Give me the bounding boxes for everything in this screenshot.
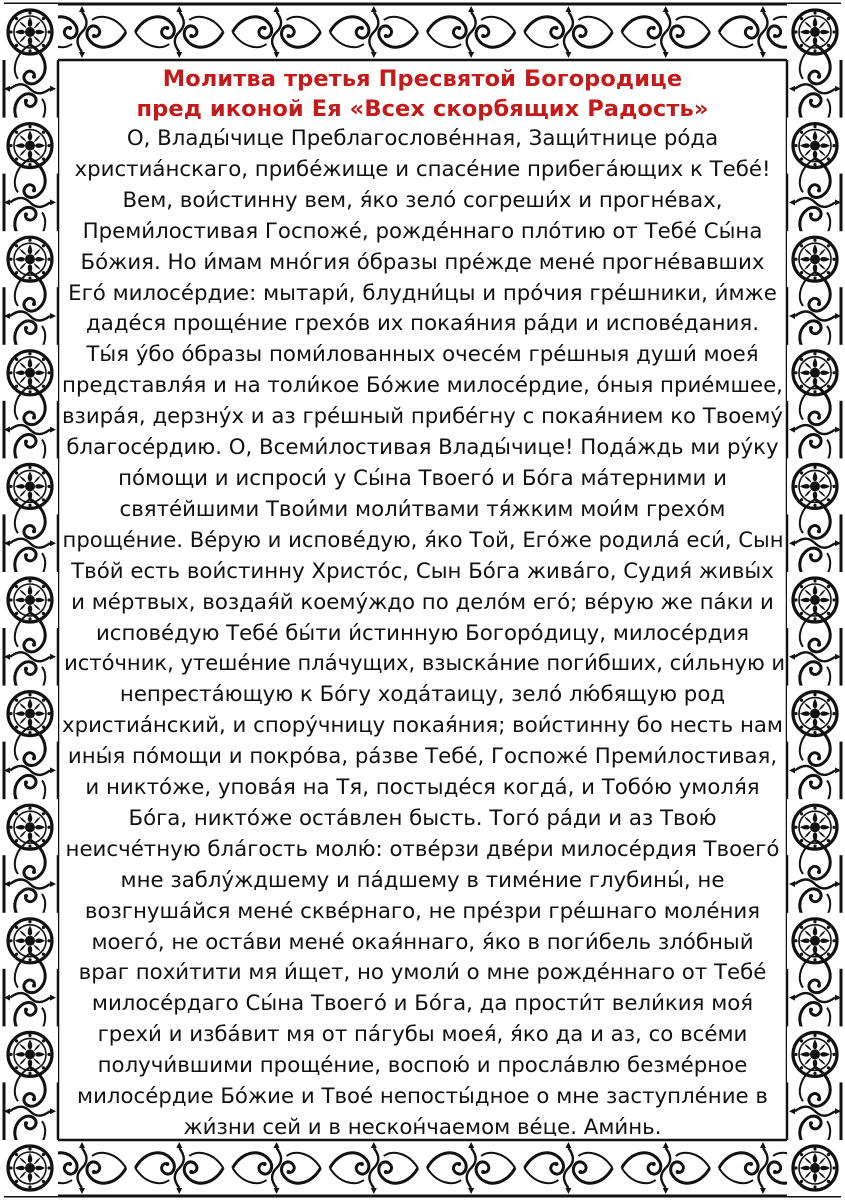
frame-rosette-ornament (787, 799, 843, 855)
frame-scroll-ornament (135, 6, 223, 58)
frame-rosette-ornament (2, 345, 58, 401)
prayer-line: О, Влады́чице Преблагослове́нная, Защи́тнице ро́да (126, 126, 719, 151)
prayer-line: святе́йшими Твои́ми моли́твами тя́жким мои́м грехо́м (119, 496, 726, 522)
title-line-2: пред иконой Ея «Всех скорбящих Радость» (136, 96, 709, 122)
prayer-line: возгнуша́йся мене́ скве́рнаго, не пре́зри гре́шнаго моле́ния (84, 898, 761, 924)
frame-rosette-ornament (2, 686, 58, 742)
prayer-line: представля́я и на толи́кое Бо́жие милосе́рдие, о́ныя прие́мшее, (62, 373, 783, 399)
frame-rosette-ornament (787, 1140, 843, 1196)
prayer-line: милосе́рдаго Сы́на Твоего́ и Бо́га, да прости́т вели́кия моя́ (91, 991, 754, 1017)
prayer-line: ины́я по́мощи и покро́ва, ра́зве Тебе́, Госпоже́ Преми́лостивая, (67, 744, 778, 770)
prayer-line: и никто́же, упова́я на Тя, постыде́ся когда́, и Тобо́ю умоля́я (85, 775, 760, 801)
prayer-line: даде́ся проще́ние грехо́в их покая́ния ра́ди и испове́дания. (86, 311, 759, 337)
prayer-line: жи́зни сей и в нескон́чаемом ве́це. Ами́нь. (183, 1115, 662, 1136)
prayer-line: мне заблу́ждшему и па́дшему в тиме́ние глубины́, не (120, 867, 725, 893)
prayer-line: Бо́га, никто́же оста́влен бысть. Того́ ра́ди и аз Твою́ (128, 805, 717, 831)
prayer-line: благосе́рдию. О, Всеми́лостивая Влады́чице! Пода́ждь ми ру́ку (66, 435, 779, 461)
prayer-line: непреста́ющую к Бо́гу хода́таицу, зело́ лю́бящую род (119, 682, 726, 708)
frame-rosette-ornament (787, 345, 843, 401)
frame-scroll-ornament (135, 1142, 223, 1194)
prayer-line: грехи́ и изба́вит мя от па́губы моея́, я́ко да и аз, со все́ми (97, 1022, 748, 1048)
frame-scroll-ornament (524, 1142, 612, 1194)
prayer-line: Преми́лостивая Госпоже́, рожде́ннаго пло́тию от Тебе́ Сы́на (82, 218, 763, 244)
prayer-panel (60, 64, 785, 1136)
frame-scroll-ornament (330, 1142, 418, 1194)
prayer-line: получи́вшими проще́ние, воспою́ и просла́влю безме́рное (97, 1053, 748, 1079)
prayer-text (60, 124, 785, 1136)
frame-scroll-ornament (427, 6, 515, 58)
frame-scroll-ornament (427, 1142, 515, 1194)
prayer-line: христиа́нскаго, прибе́жище и спасе́ние прибега́ющих к Тебе́! (74, 156, 771, 182)
frame-scroll-ornament (233, 1142, 321, 1194)
prayer-line: Его́ милосе́рдие: мытари́, блудни́цы и про́чия гре́шники, и́мже (68, 280, 777, 306)
prayer-title (60, 64, 785, 124)
frame-rosette-ornament (787, 913, 843, 969)
prayer-line: взира́я, дерзну́х и аз гре́шный прибе́гну с покая́нием ко Твоему́ (61, 404, 783, 430)
prayer-line: испове́дую Тебе́ бы́ти и́стинную Богоро́дицу, милосе́рдия (95, 620, 750, 646)
frame-rosette-ornament (787, 572, 843, 628)
frame-rosette-ornament (2, 913, 58, 969)
frame-rosette-ornament (2, 1026, 58, 1082)
frame-rosette-ornament (2, 799, 58, 855)
frame-rosette-ornament (787, 1026, 843, 1082)
prayer-line: неисче́тную бла́гость молю́: отве́рзи две́ри милосе́рдия Твоего́ (65, 836, 780, 862)
prayer-line: моего́, не оста́ви мене́ окая́ннаго, я́ко в поги́бель зло́бный (91, 929, 754, 955)
frame-rosette-ornament (2, 458, 58, 514)
prayer-line: Вем, вои́стинну вем, я́ко зело́ согреши́х и прогне́вах, (122, 187, 723, 213)
frame-rosette-ornament (787, 686, 843, 742)
prayer-line: христиа́нский, и спору́чницу покая́ния; вои́стинну бо несть нам (61, 713, 783, 739)
frame-scroll-ornament (622, 6, 710, 58)
frame-rosette-ornament (787, 118, 843, 174)
prayer-line: исто́чник, утеше́ние пла́чущих, взыска́ние поги́бших, си́льную и (64, 651, 785, 677)
frame-rosette-ornament (2, 1140, 58, 1196)
prayer-line: Бо́жия. Но и́мам мно́гия о́бразы пре́жде мене́ прогне́вавших (80, 249, 765, 275)
frame-scroll-ornament (330, 6, 418, 58)
prayer-line: Ты́я у́бо о́бразы поми́лованных очесе́м гре́шныя души́ моея́ (86, 342, 759, 368)
frame-rosette-ornament (787, 231, 843, 287)
frame-rosette-ornament (2, 4, 58, 60)
prayer-line: и ме́ртвых, воздая́й коему́ждо по дело́м его́; ве́рую же па́ки и (71, 589, 774, 615)
prayer-line: по́мощи и испроси́ у Сы́на Твоего́ и Бо́га ма́терними и (118, 465, 727, 491)
prayer-line: милосе́рдие Бо́жие и Твое́ непосты́дное о мне заступле́ние в (77, 1084, 768, 1110)
frame-scroll-ornament (233, 6, 321, 58)
frame-rosette-ornament (2, 572, 58, 628)
prayer-line: враг похи́тити мя и́щет, но умоли́ о мне рожде́ннаго от Тебе́ (78, 960, 767, 986)
title-line-1: Молитва третья Пресвятой Богородице (162, 66, 683, 92)
frame-rosette-ornament (787, 458, 843, 514)
frame-rosette-ornament (2, 231, 58, 287)
frame-rosette-ornament (787, 4, 843, 60)
frame-scroll-ornament (622, 1142, 710, 1194)
frame-rosette-ornament (2, 118, 58, 174)
prayer-line: проще́ние. Ве́рую и испове́дую, я́ко Той, Его́же родила́ еси́, Сын (62, 527, 784, 553)
frame-scroll-ornament (524, 6, 612, 58)
prayer-line: Тво́й есть вои́стинну Христо́с, Сын Бо́га жива́го, Судия́ живы́х (71, 558, 774, 584)
